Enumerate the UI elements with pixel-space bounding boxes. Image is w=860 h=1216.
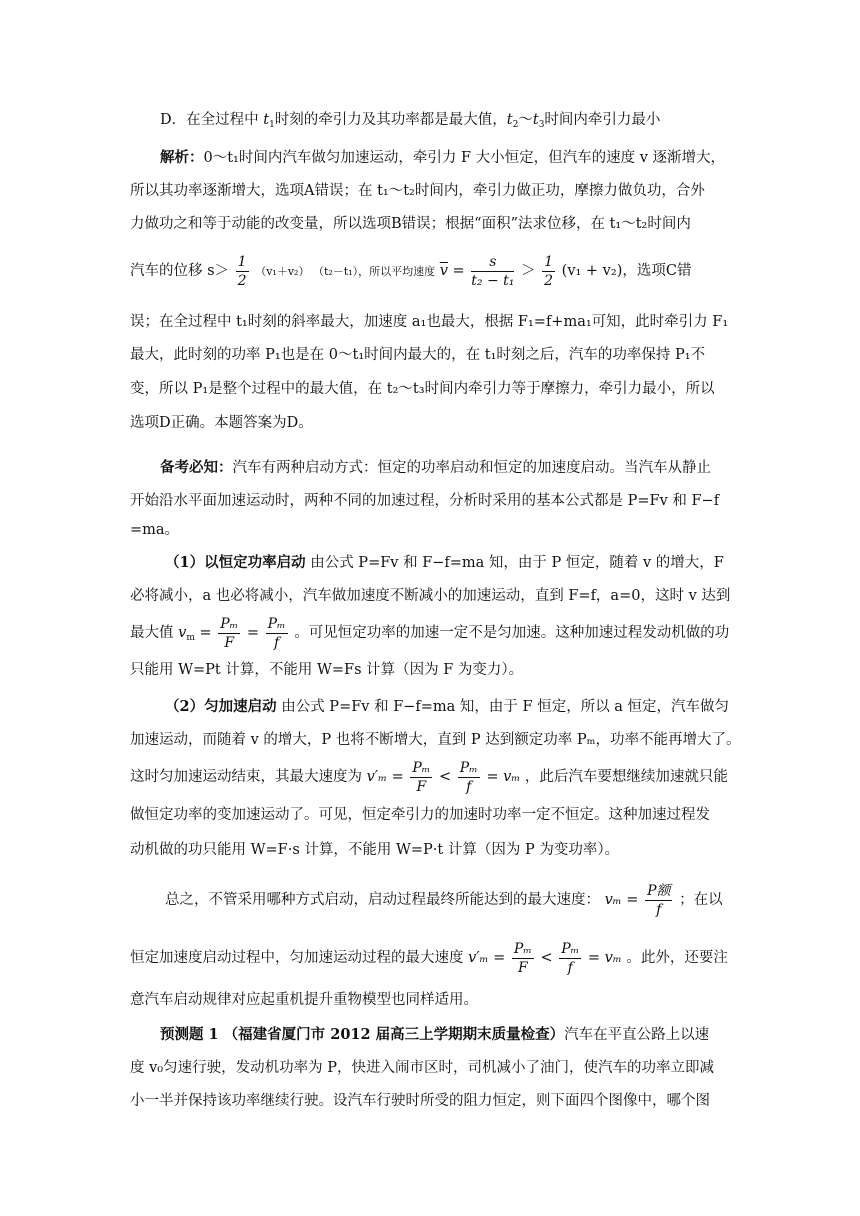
- analysis-line-1: 解析：0～t₁时间内汽车做匀加速运动，牵引力 F 大小恒定，但汽车的速度 v 逐渐增大，: [160, 149, 726, 166]
- prep-line-1: 备考必知：汽车有两种启动方式：恒定的功率启动和恒定的加速度启动。当汽车从静止: [160, 459, 711, 476]
- constant-power-line-2: 必将减小，a 也必将减小，汽车做加速度不断减小的加速运动，直到 F=f，a=0，这时 v 达到: [130, 588, 731, 604]
- fraction-pm-over-f-cap: $\frac{\text{Pₘ}}{F}$: [220, 615, 239, 651]
- fraction-p-rated-over-f: $\frac{\text{P额}}{f}$: [647, 882, 671, 918]
- analysis-line-8: 选项D正确。本题答案为D。: [130, 415, 313, 431]
- fraction-pm-over-f-2: $\frac{\text{Pₘ}}{f}$: [459, 759, 478, 795]
- analysis-line-3: 力做功之和等于动能的改变量，所以选项B错误；根据“面积”法求位移，在 t₁～t₂时间内: [130, 216, 691, 232]
- prep-line-2: 开始沿水平面加速运动时，两种不同的加速过程，分析时采用的基本公式都是 P=Fv 和 F−f: [130, 493, 720, 509]
- option-d-line: D．在全过程中 $t_1$时刻的牵引力及其功率都是最大值，$t_2\sim t_3$时间内牵引力最小: [160, 112, 661, 130]
- fraction-pm-over-f-cap-3: $\frac{\text{Pₘ}}{F}$: [513, 940, 532, 976]
- fraction-pm-over-f-3: $\frac{\text{Pₘ}}{f}$: [561, 940, 580, 976]
- constant-accel-line-2: 加速运动，而随着 v 的增大，P 也将不断增大，直到 P 达到额定功率 Pₘ，功率不能再增大了。: [130, 732, 741, 748]
- analysis-line-4: 汽车的位移 s＞ $\frac{1}{2}$ （v₁＋v₂） （t₂－t₁），所以平均速度 $\overline{v}$ = $\frac{s}{\text{t₂ − t₁}}$ ＞ $\frac{1}{2}$ (v₁ + v₂)，选项C错: [130, 253, 692, 289]
- analysis-line-5: 误；在全过程中 t₁时刻的斜率最大，加速度 a₁也最大，根据 F₁=f+ma₁可知，此时牵引力 F₁: [130, 314, 729, 330]
- analysis-line-7: 变，所以 P₁是整个过程中的最大值，在 t₂～t₃时间内牵引力等于摩擦力，牵引力最小，所以: [130, 381, 715, 397]
- constant-power-line-4: 只能用 W=Pt 计算，不能用 W=Fs 计算（因为 F 为变力）。: [130, 662, 524, 678]
- constant-accel-line-1: （2）匀加速启动 由公式 P=Fv 和 F−f=ma 知，由于 F 恒定，所以 a 恒定，汽车做匀: [165, 698, 730, 715]
- summary-line-1: 总之，不管采用哪种方式启动，启动过程最终所能达到的最大速度： vₘ = $\frac{\text{P额}}{f}$ ；在以: [165, 882, 723, 918]
- summary-line-3: 意汽车启动规律对应起重机提升重物模型也同样适用。: [130, 992, 478, 1008]
- fraction-pm-over-f-cap-2: $\frac{\text{Pₘ}}{F}$: [412, 759, 431, 795]
- analysis-line-6: 最大，此时刻的功率 P₁也是在 0～t₁时间内最大的，在 t₁时刻之后，汽车的功率保持 P₁不: [130, 347, 706, 363]
- constant-accel-line-3: 这时匀加速运动结束，其最大速度为 v′ₘ = $\frac{\text{Pₘ}}{F}$ < $\frac{\text{Pₘ}}{f}$ = vₘ ，此后汽车要想继续加速就只能: [130, 759, 728, 795]
- prediction-line-2: 度 v₀匀速行驶，发动机功率为 P，快进入闹市区时，司机减小了油门，使汽车的功率立即减: [130, 1060, 714, 1076]
- constant-accel-line-4: 做恒定功率的变加速运动了。可见，恒定牵引力的加速时功率一定不恒定。这种加速过程发: [130, 807, 710, 823]
- prediction-line-1: 预测题 1 （福建省厦门市 2012 届高三上学期期末质量检查）汽车在平直公路上以速: [160, 1026, 710, 1043]
- fraction-avg-speed: $\frac{s}{\text{t₂ − t₁}}$: [471, 253, 515, 289]
- fraction-pm-over-f: $\frac{\text{Pₘ}}{f}$: [267, 615, 286, 651]
- analysis-line-2: 所以其功率逐渐增大，选项A错误；在 t₁～t₂时间内，牵引力做正功，摩擦力做负功，合外: [130, 183, 705, 199]
- prep-line-3: =ma。: [130, 522, 180, 538]
- constant-power-line-3: 最大值 $v_m$ = $\frac{\text{Pₘ}}{F}$ = $\frac{\text{Pₘ}}{f}$ 。可见恒定功率的加速一定不是匀加速。这种加速过程发动机做的功: [130, 615, 730, 651]
- summary-line-2: 恒定加速度启动过程中，匀加速运动过程的最大速度 v′ₘ = $\frac{\text{Pₘ}}{F}$ < $\frac{\text{Pₘ}}{f}$ = vₘ 。此外，还要注: [130, 940, 728, 976]
- constant-accel-line-5: 动机做的功只能用 W=F·s 计算，不能用 W=P·t 计算（因为 P 为变功率）。: [130, 842, 620, 858]
- fraction-half-2: $\frac{1}{2}$: [544, 253, 554, 289]
- prediction-line-3: 小一半并保持该功率继续行驶。设汽车行驶时所受的阻力恒定，则下面四个图像中，哪个图: [130, 1093, 710, 1109]
- constant-power-line-1: （1）以恒定功率启动 由公式 P=Fv 和 F−f=ma 知，由于 P 恒定，随着 v 的增大，F: [165, 554, 724, 571]
- fraction-half-1: $\frac{1}{2}$: [237, 253, 247, 289]
